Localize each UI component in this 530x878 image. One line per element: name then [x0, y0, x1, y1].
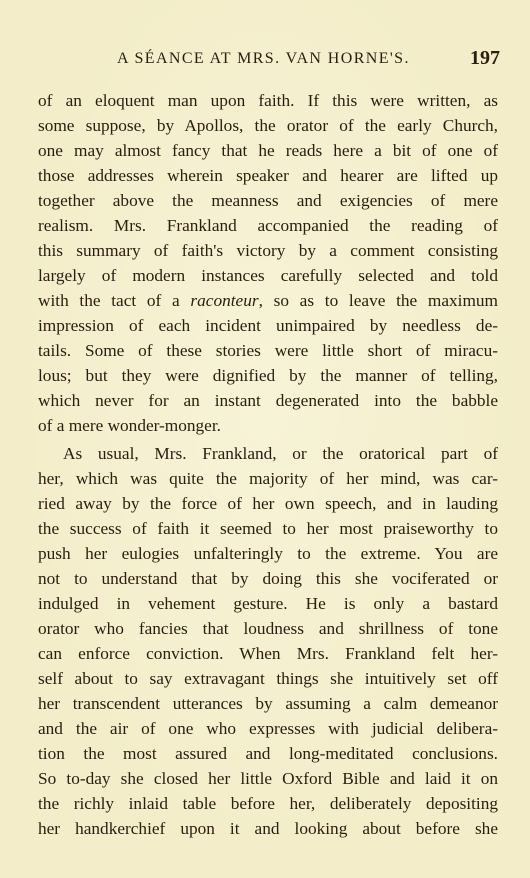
text-line: those addresses wherein speaker and hearer are lifted up — [38, 166, 498, 185]
text-line: her, which was quite the majority of her mind, was car- — [38, 469, 498, 488]
text-line: which never for an instant degenerated into the babble — [38, 391, 498, 410]
text-line: of an eloquent man upon faith. If this were written, as — [38, 91, 498, 110]
text-line: can enforce conviction. When Mrs. Frankland felt her- — [38, 644, 498, 663]
text-line: of a mere wonder-monger. — [38, 416, 221, 435]
text-line: impression of each incident unimpaired by needless de- — [38, 316, 498, 335]
text-line: and the air of one who expresses with judicial delibera- — [38, 719, 498, 738]
text-line: indulged in vehement gesture. He is only a bastard — [38, 594, 498, 613]
text-line: with the tact of a raconteur, so as to leave the maximum — [38, 291, 498, 310]
text-line: push her eulogies unfalteringly to the extreme. You are — [38, 544, 498, 563]
text-line: her transcendent utterances by assuming a calm demeanor — [38, 694, 498, 713]
text-line: not to understand that by doing this she vociferated or — [38, 569, 498, 588]
page-number: 197 — [470, 47, 500, 69]
text-line: one may almost fancy that he reads here a bit of one of — [38, 141, 498, 160]
text-line: some suppose, by Apollos, the orator of the early Church, — [38, 116, 498, 135]
text-line: orator who fancies that loudness and shrillness of tone — [38, 619, 498, 638]
text-line: realism. Mrs. Frankland accompanied the reading of — [38, 216, 498, 235]
text-line: So to-day she closed her little Oxford Bible and laid it on — [38, 769, 498, 788]
italic-word: raconteur — [190, 291, 259, 310]
text-line: lous; but they were dignified by the manner of telling, — [38, 366, 498, 385]
text-line: her handkerchief upon it and looking about before she — [38, 819, 498, 838]
text-line: the success of faith it seemed to her most praiseworthy to — [38, 519, 498, 538]
text-line: ried away by the force of her own speech, and in lauding — [38, 494, 498, 513]
text-line: largely of modern instances carefully selected and told — [38, 266, 498, 285]
text-line: self about to say extravagant things she intuitively set off — [38, 669, 498, 688]
text-line: tion the most assured and long-meditated conclusions. — [38, 744, 498, 763]
text-line: the richly inlaid table before her, deliberately depositing — [38, 794, 498, 813]
text-line: As usual, Mrs. Frankland, or the oratorical part of — [63, 444, 498, 463]
text-line: tails. Some of these stories were little short of miracu- — [38, 341, 498, 360]
running-title: A SÉANCE AT MRS. VAN HORNE'S. — [117, 50, 410, 67]
text-line: together above the meanness and exigencies of mere — [38, 191, 498, 210]
text-line: this summary of faith's victory by a comment consisting — [38, 241, 498, 260]
page-header — [0, 46, 530, 76]
